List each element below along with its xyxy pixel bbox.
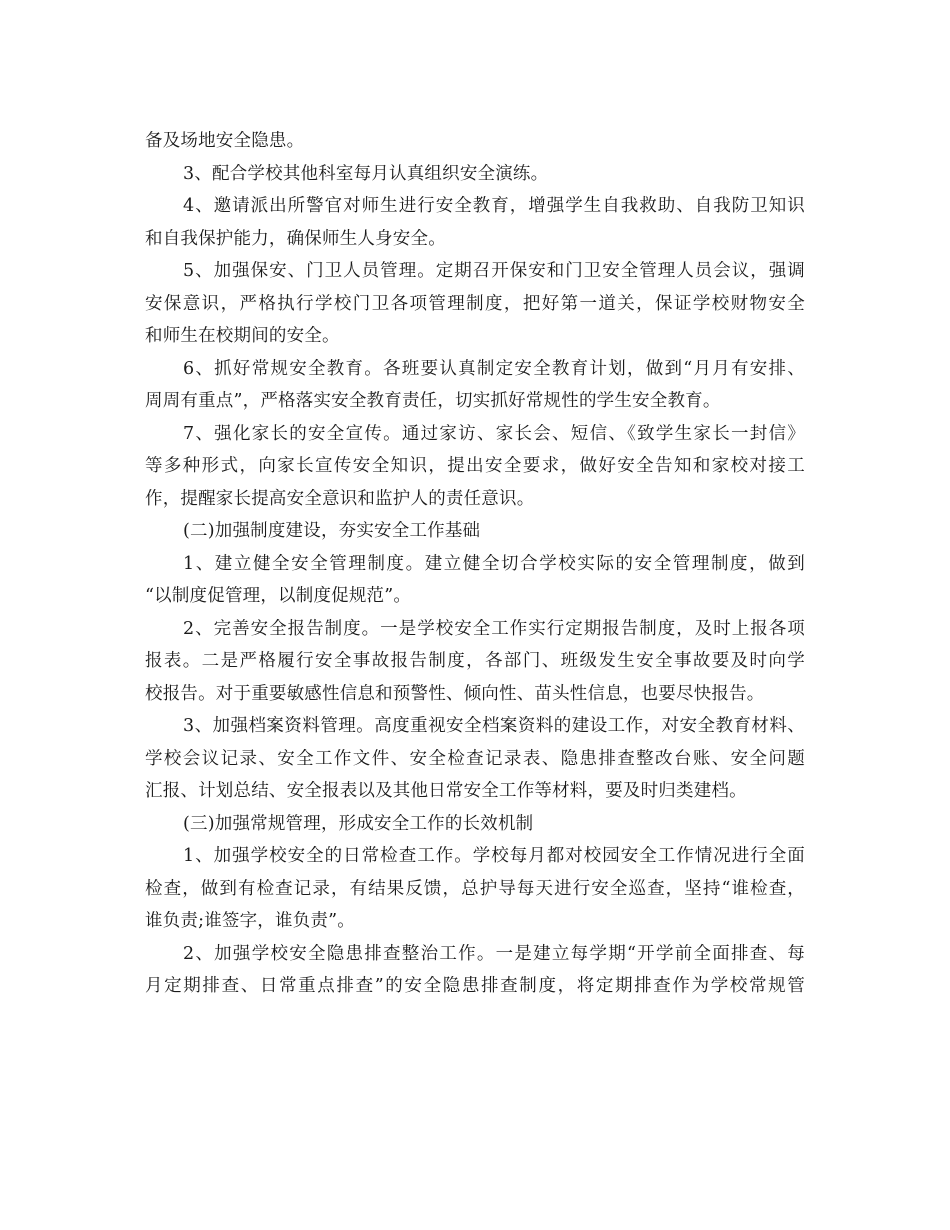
text-line: 备及场地安全隐患。 <box>145 131 305 151</box>
text-line: 1、建立健全安全管理制度。建立健全切合学校实际的安全管理制度，做到 <box>183 553 805 574</box>
text-line: 3、加强档案资料管理。高度重视安全档案资料的建设工作，对安全教育材料、 <box>183 716 805 736</box>
text-line: 等多种形式，向家长宣传安全知识，提出安全要求，做好安全告知和家校对接工 <box>145 456 805 476</box>
document-body <box>145 125 805 1003</box>
text-line: 谁负责;谁签字，谁负责”。 <box>145 911 355 931</box>
text-line: 3、配合学校其他科室每月认真组织安全演练。 <box>183 163 549 184</box>
text-line: 和师生在校期间的安全。 <box>145 326 340 346</box>
text-line: 2、加强学校安全隐患排查整治工作。一是建立每学期“开学前全面排查、每 <box>183 943 805 964</box>
text-line: 作，提醒家长提高安全意识和监护人的责任意识。 <box>145 488 535 509</box>
text-line: 月定期排查、日常重点排查”的安全隐患排查制度，将定期排查作为学校常规管 <box>145 976 805 996</box>
text-line: (三)加强常规管理，形成安全工作的长效机制 <box>183 813 534 834</box>
text-line: 检查，做到有检查记录，有结果反馈，总护导每天进行安全巡查，坚持“谁检查， <box>145 878 805 899</box>
text-line: 安保意识，严格执行学校门卫各项管理制度，把好第一道关，保证学校财物安全 <box>145 293 805 314</box>
text-line: 校报告。对于重要敏感性信息和预警性、倾向性、苗头性信息，也要尽快报告。 <box>145 683 765 704</box>
text-line: 学校会议记录、安全工作文件、安全检查记录表、隐患排查整改台账、安全问题 <box>145 748 805 769</box>
text-line: 报表。二是严格履行安全事故报告制度，各部门、班级发生安全事故要及时向学 <box>145 651 805 671</box>
text-line: 1、加强学校安全的日常检查工作。学校每月都对校园安全工作情况进行全面 <box>183 846 805 866</box>
text-line: “以制度促管理，以制度促规范”。 <box>145 586 412 606</box>
text-line: 5、加强保安、门卫人员管理。定期召开保安和门卫安全管理人员会议，强调 <box>183 261 805 281</box>
text-line: 4、邀请派出所警官对师生进行安全教育，增强学生自我救助、自我防卫知识 <box>183 196 805 216</box>
text-line: 7、强化家长的安全宣传。通过家访、家长会、短信、《致学生家长一封信》 <box>183 423 805 444</box>
text-line: 6、抓好常规安全教育。各班要认真制定安全教育计划，做到“月月有安排、 <box>183 358 805 379</box>
text-line: 2、完善安全报告制度。一是学校安全工作实行定期报告制度，及时上报各项 <box>183 618 805 639</box>
text-line: (二)加强制度建设，夯实安全工作基础 <box>183 521 481 541</box>
text-line: 和自我保护能力，确保师生人身安全。 <box>145 228 446 249</box>
text-line: 汇报、计划总结、安全报表以及其他日常安全工作等材料，要及时归类建档。 <box>145 781 747 801</box>
text-line: 周周有重点”，严格落实安全教育责任，切实抓好常规性的学生安全教育。 <box>145 391 721 411</box>
